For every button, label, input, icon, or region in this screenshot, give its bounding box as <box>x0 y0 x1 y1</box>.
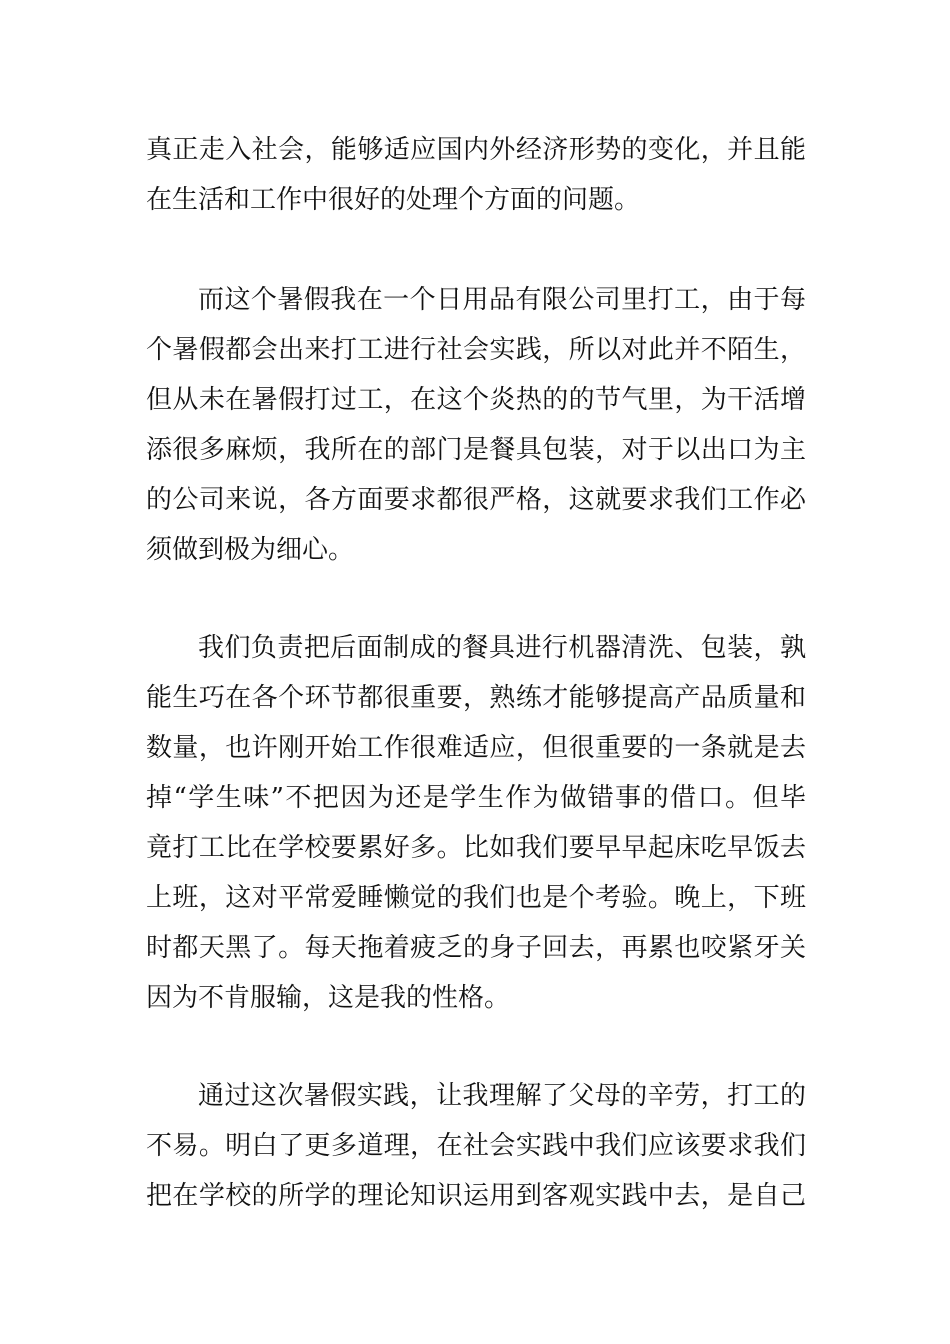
paragraph-3-line-2: 能生巧在各个环节都很重要，熟练才能够提高产品质量和 <box>146 683 806 713</box>
paragraph-3-line-1: 我们负责把后面制成的餐具进行机器清洗、包装，孰 <box>198 633 806 663</box>
paragraph-4-line-2: 不易。明白了更多道理，在社会实践中我们应该要求我们 <box>146 1131 806 1161</box>
paragraph-3-line-7: 时都天黑了。每天拖着疲乏的身子回去，再累也咬紧牙关 <box>146 933 806 963</box>
paragraph-3-line-3: 数量，也许刚开始工作很难适应，但很重要的一条就是去 <box>146 733 806 763</box>
paragraph-3-line-4: 掉“学生味”不把因为还是学生作为做错事的借口。但毕 <box>146 783 806 813</box>
paragraph-2-line-4: 添很多麻烦，我所在的部门是餐具包装，对于以出口为主 <box>146 435 806 465</box>
paragraph-2-line-5: 的公司来说，各方面要求都很严格，这就要求我们工作必 <box>146 485 806 515</box>
paragraph-2-line-3: 但从未在暑假打过工，在这个炎热的的节气里，为干活增 <box>146 385 806 415</box>
paragraph-2-line-1: 而这个暑假我在一个日用品有限公司里打工，由于每 <box>198 285 806 315</box>
paragraph-4-line-1: 通过这次暑假实践，让我理解了父母的辛劳，打工的 <box>198 1081 806 1111</box>
paragraph-3-line-8: 因为不肯服输，这是我的性格。 <box>146 983 511 1013</box>
paragraph-2-line-6: 须做到极为细心。 <box>146 535 355 565</box>
paragraph-3-line-6: 上班，这对平常爱睡懒觉的我们也是个考验。晚上，下班 <box>146 883 806 913</box>
paragraph-1-line-1: 真正走入社会，能够适应国内外经济形势的变化，并且能 <box>146 135 806 165</box>
paragraph-3-line-5: 竟打工比在学校要累好多。比如我们要早早起床吃早饭去 <box>146 833 806 863</box>
paragraph-2-line-2: 个暑假都会出来打工进行社会实践，所以对此并不陌生， <box>146 335 806 365</box>
paragraph-1-line-2: 在生活和工作中很好的处理个方面的问题。 <box>146 185 641 215</box>
paragraph-4-line-3: 把在学校的所学的理论知识运用到客观实践中去，是自己 <box>146 1181 806 1211</box>
